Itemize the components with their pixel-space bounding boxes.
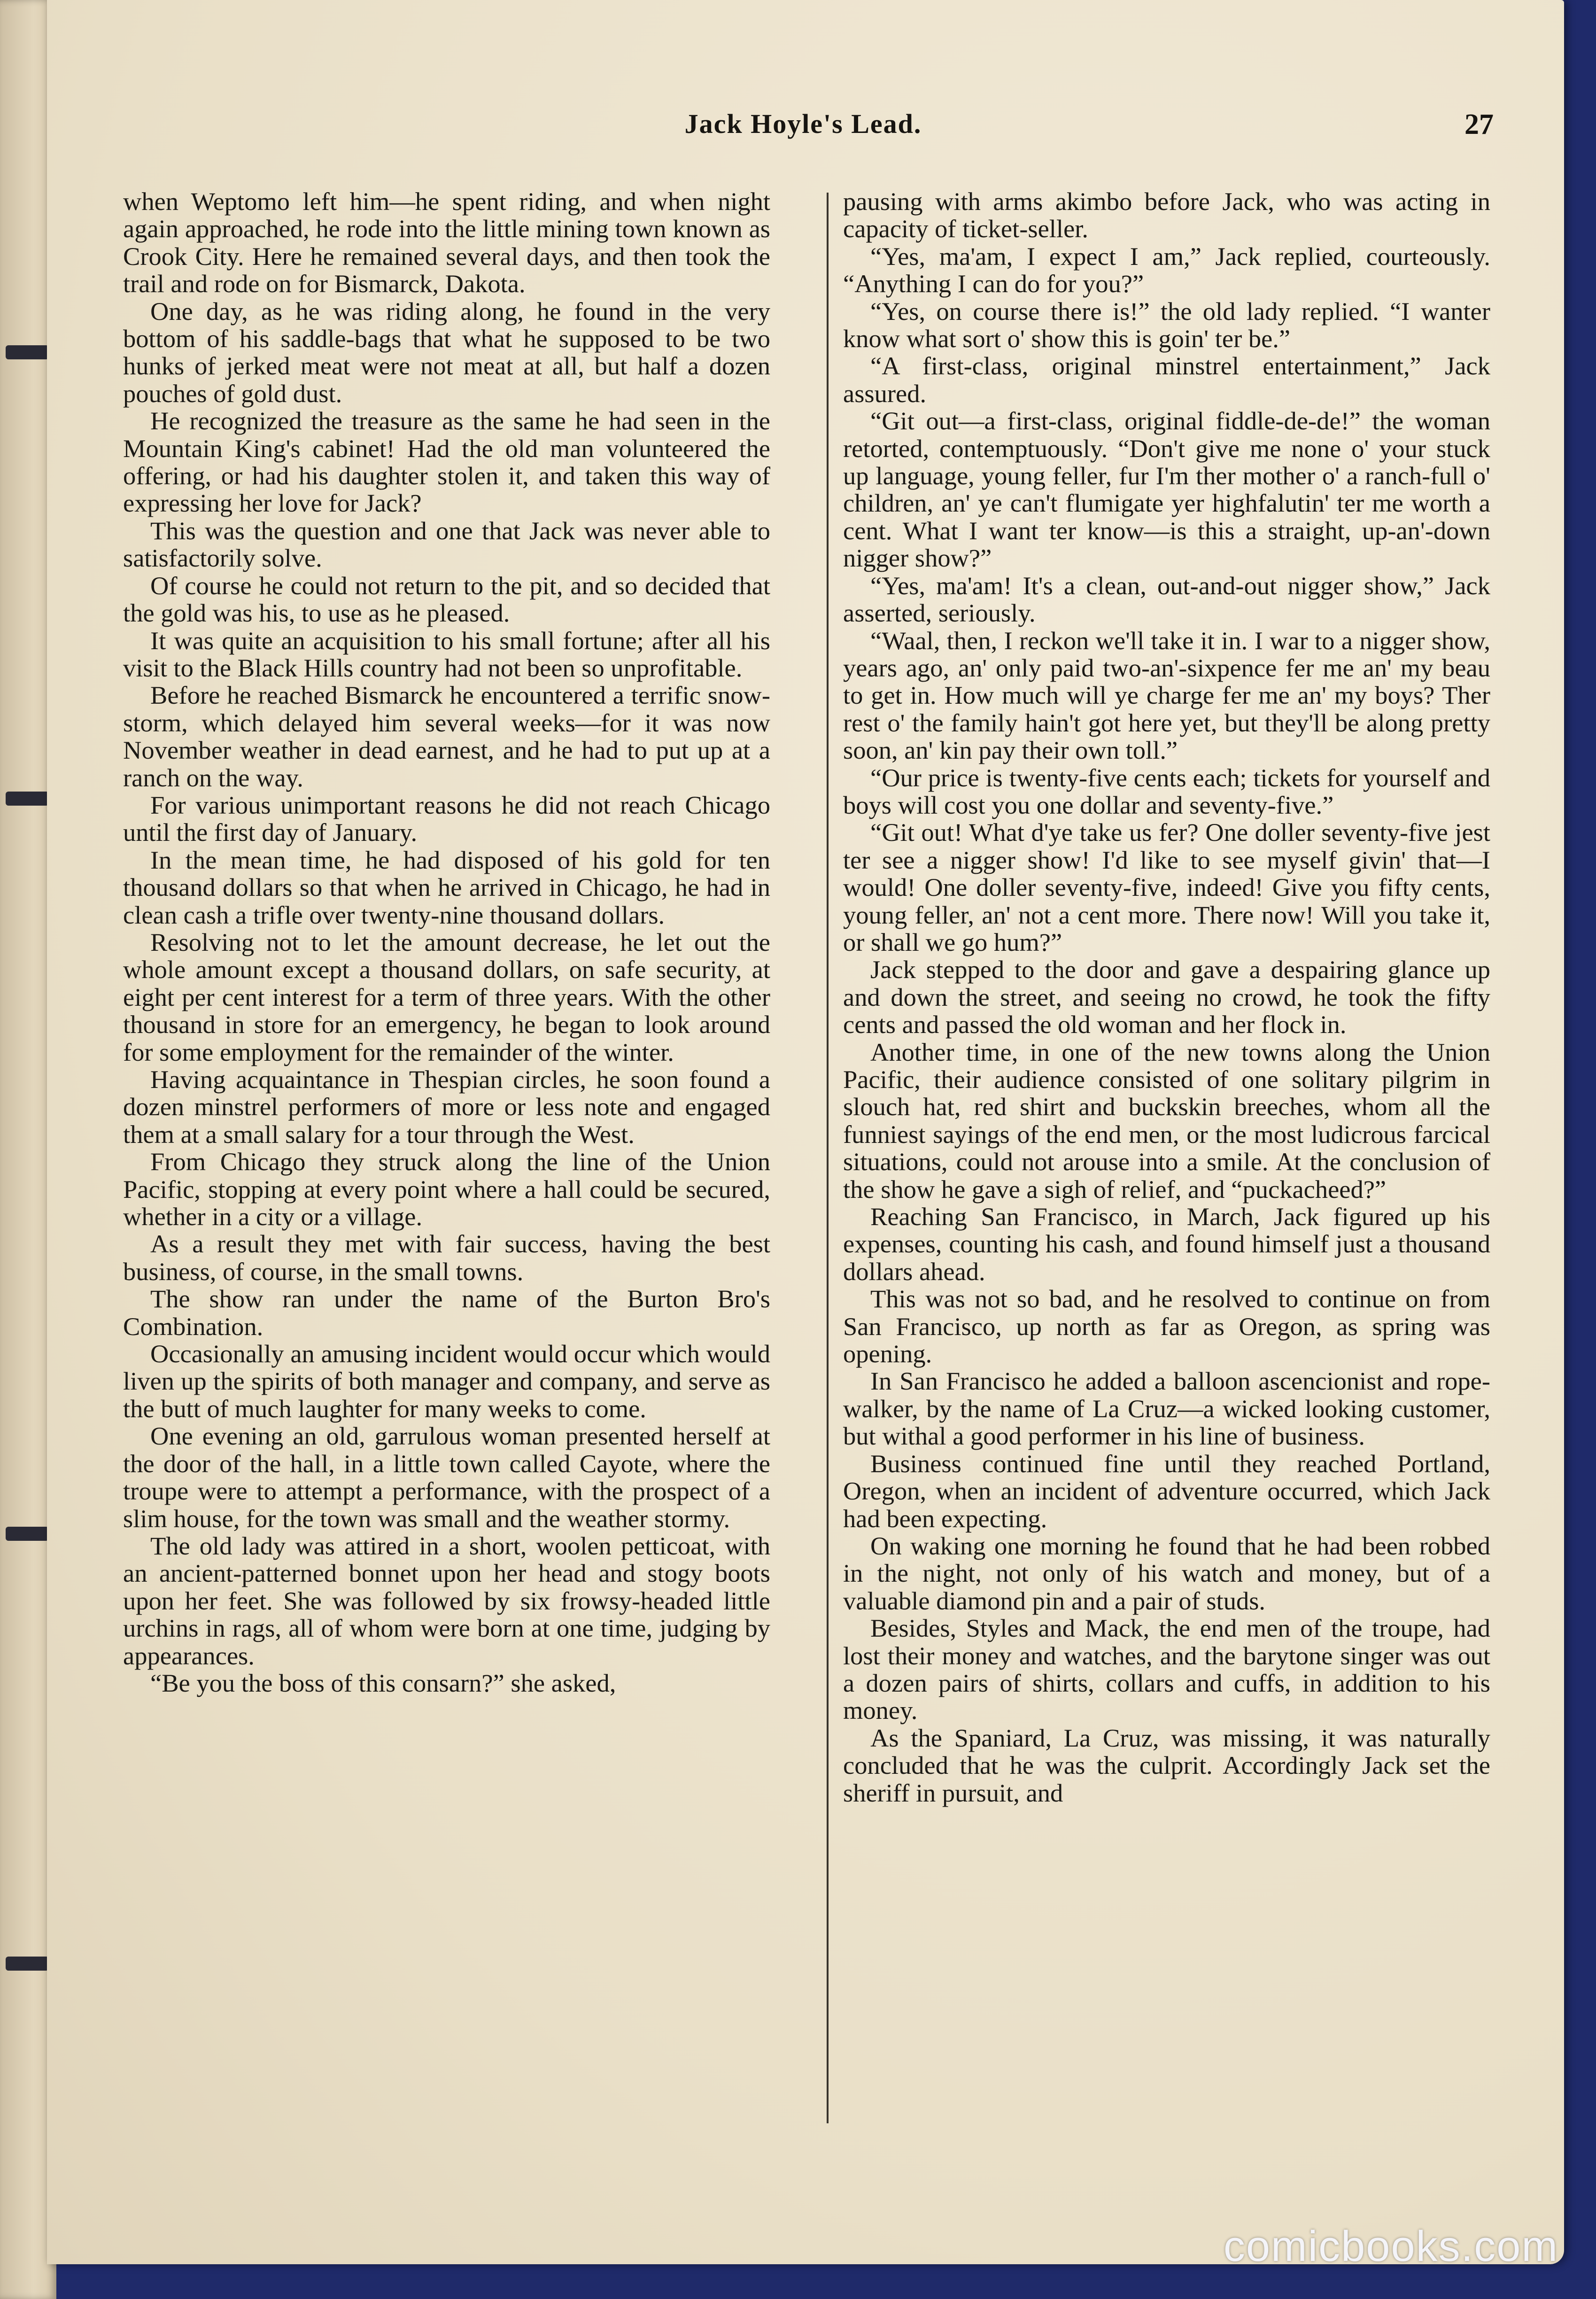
paragraph: “Git out—a first-class, original fiddle-de-de!” the woman retorted, contemptuously. “Don't give me none o' your stuck up language, young feller, fur I'm ther mother o' a ranch-full o' children, an' ye can't flumigate yer highfalutin' ter me worth a cent. What I want ter know—is this a straight, up-an'-down nigger show?” bbox=[843, 406, 1490, 573]
paragraph: Besides, Styles and Mack, the end men of the troupe, had lost their money and watches, and the barytone singer was out a dozen pairs of shirts, collars and cuffs, in addition to his money. bbox=[843, 1614, 1490, 1725]
staple bbox=[6, 1957, 53, 1971]
paragraph: This was the question and one that Jack was never able to satisfactorily solve. bbox=[123, 516, 770, 573]
paragraph: Having acquaintance in Thespian circles, he soon found a dozen minstrel performers of more or less note and engaged them at a small salary for a tour through the West. bbox=[123, 1065, 770, 1149]
paragraph: Occasionally an amusing incident would occur which would liven up the spirits of both manager and company, and serve as the butt of much laughter for many weeks to come. bbox=[123, 1339, 770, 1423]
running-title: Jack Hoyle's Lead. bbox=[684, 109, 922, 139]
paragraph: In San Francisco he added a balloon ascencionist and rope-walker, by the name of La Cruz—a wicked looking customer, but withal a good performer in his line of business. bbox=[843, 1367, 1490, 1451]
paragraph: One evening an old, garrulous woman presented herself at the door of the hall, in a little town called Cayote, where the troupe were to attempt a performance, with the prospect of a slim house, for the town was small and the weather stormy. bbox=[123, 1421, 770, 1533]
paragraph: It was quite an acquisition to his small fortune; after all his visit to the Black Hills country had not been so unprofitable. bbox=[123, 626, 770, 682]
left-column bbox=[123, 188, 770, 1697]
paragraph: Jack stepped to the door and gave a despairing glance up and down the street, and seeing no crowd, he took the fifty cents and passed the old woman and her flock in. bbox=[843, 955, 1490, 1039]
paragraph: In the mean time, he had disposed of his gold for ten thousand dollars so that when he arrived in Chicago, he had in clean cash a trifle over twenty-nine thousand dollars. bbox=[123, 845, 770, 929]
paragraph: “Git out! What d'ye take us fer? One doller seventy-five jest ter see a nigger show! I'd like to see myself givin' that—I would! One doller seventy-five, indeed! Give you fifty cents, young feller, an' not a cent more. There now! Will you take it, or shall we go hum?” bbox=[843, 818, 1490, 956]
paragraph: Business continued fine until they reached Portland, Oregon, when an incident of adventure occurred, which Jack had been expecting. bbox=[843, 1449, 1490, 1533]
paragraph: He recognized the treasure as the same he had seen in the Mountain King's cabinet! Had the old man volunteered the offering, or had his daughter stolen it, and taken this way of expressing her love for Jack? bbox=[123, 406, 770, 518]
paragraph: This was not so bad, and he resolved to continue on from San Francisco, up north as far as Oregon, as spring was opening. bbox=[843, 1284, 1490, 1368]
paragraph: From Chicago they struck along the line of the Union Pacific, stopping at every point where a hall could be secured, whether in a city or a village. bbox=[123, 1147, 770, 1231]
paragraph: Of course he could not return to the pit, and so decided that the gold was his, to use as he pleased. bbox=[123, 571, 770, 628]
staple bbox=[6, 1527, 53, 1541]
paragraph: Before he reached Bismarck he encountered a terrific snow-storm, which delayed him several weeks—for it was now November weather in dead earnest, and he had to put up at a ranch on the way. bbox=[123, 681, 770, 792]
paragraph: “Our price is twenty-five cents each; tickets for yourself and boys will cost you one dollar and seventy-five.” bbox=[843, 763, 1490, 819]
paragraph: The show ran under the name of the Burton Bro's Combination. bbox=[123, 1284, 770, 1341]
site-watermark: comicbooks.com bbox=[1223, 2222, 1558, 2270]
page-header bbox=[113, 99, 1494, 150]
paragraph: “Waal, then, I reckon we'll take it in. I war to a nigger show, years ago, an' only paid two-an'-sixpence fer me an' my beau to get in. How much will ye charge fer me an' my boys? Ther rest o' the family hain't got here yet, but they'll be along pretty soon, an' kin pay their own toll.” bbox=[843, 626, 1490, 765]
paragraph: On waking one morning he found that he had been robbed in the night, not only of his watch and money, but of a valuable diamond pin and a pair of studs. bbox=[843, 1531, 1490, 1615]
paragraph: As the Spaniard, La Cruz, was missing, it was naturally concluded that he was the culprit. Accordingly Jack set the sheriff in pursuit, and bbox=[843, 1723, 1490, 1807]
paragraph: “A first-class, original minstrel entertainment,” Jack assured. bbox=[843, 351, 1490, 408]
column-rule bbox=[827, 193, 829, 2123]
paragraph: “Yes, ma'am! It's a clean, out-and-out nigger show,” Jack asserted, seriously. bbox=[843, 571, 1490, 628]
page-number: 27 bbox=[1464, 109, 1494, 140]
paragraph: pausing with arms akimbo before Jack, who was acting in capacity of ticket-seller. bbox=[843, 187, 1490, 243]
paragraph: “Be you the boss of this consarn?” she asked, bbox=[150, 1668, 616, 1697]
paragraph: Another time, in one of the new towns along the Union Pacific, their audience consisted of one solitary pilgrim in slouch hat, red shirt and buckskin breeches, whom all the funniest sayings of the end men, or the most ludicrous farcical situations, could not arouse into a smile. At the conclusion of the show he gave a sigh of relief, and “puckacheed?” bbox=[843, 1037, 1490, 1204]
paragraph: when Weptomo left him—he spent riding, and when night again approached, he rode into the little mining town known as Crook City. Here he remained several days, and then took the trail and rode on for Bismarck, Dakota. bbox=[123, 187, 770, 298]
staple bbox=[6, 792, 53, 806]
paragraph: The old lady was attired in a short, woolen petticoat, with an ancient-patterned bonnet upon her head and stogy boots upon her feet. She was followed by six frowsy-headed little urchins in rags, all of whom were born at one time, judging by appearances. bbox=[123, 1531, 770, 1670]
paragraph: “Yes, ma'am, I expect I am,” Jack replied, courteously. “Anything I can do for you?” bbox=[843, 241, 1490, 298]
paragraph: One day, as he was riding along, he found in the very bottom of his saddle-bags that what he supposed to be two hunks of jerked meat were not meat at all, but half a dozen pouches of gold dust. bbox=[123, 296, 770, 408]
right-column bbox=[843, 188, 1490, 1807]
paragraph: As a result they met with fair success, having the best business, of course, in the small towns. bbox=[123, 1229, 770, 1286]
paragraph: “Yes, on course there is!” the old lady replied. “I wanter know what sort o' show this is goin' ter be.” bbox=[843, 296, 1490, 353]
staple bbox=[6, 345, 53, 359]
paragraph: Resolving not to let the amount decrease, he let out the whole amount except a thousand dollars, on safe security, at eight per cent interest for a term of three years. With the other thousand in store for an emergency, he began to look around for some employment for the remainder of the winter. bbox=[123, 927, 770, 1066]
paragraph: For various unimportant reasons he did not reach Chicago until the first day of January. bbox=[123, 790, 770, 847]
paragraph: Reaching San Francisco, in March, Jack figured up his expenses, counting his cash, and found himself just a thousand dollars ahead. bbox=[843, 1202, 1490, 1286]
